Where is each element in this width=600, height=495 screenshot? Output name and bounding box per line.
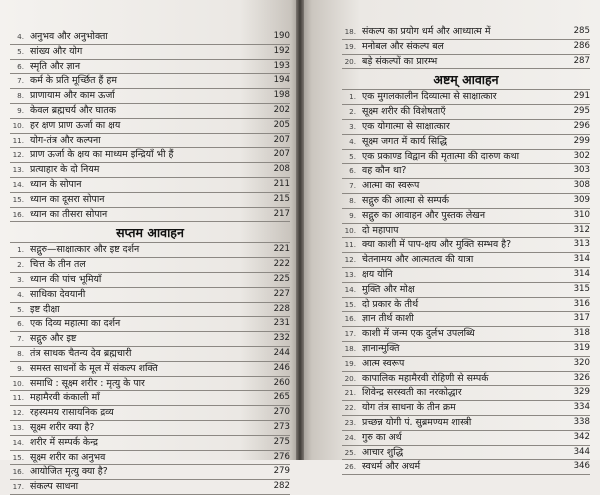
toc-row xyxy=(10,208,290,223)
toc-entry-page-number: 194 xyxy=(273,75,290,86)
toc-entry-title: दो प्रकार के तीर्थ xyxy=(362,298,419,310)
section-heading-ashtam: अष्टम् आवाहन xyxy=(342,69,590,90)
toc-entry-title: अनुभव और अनुभोक्ता xyxy=(30,31,108,42)
toc-entry-page-number: 313 xyxy=(573,239,590,250)
toc-entry-title: शरीर में सम्पर्क केन्द्र xyxy=(30,436,98,448)
toc-row xyxy=(342,386,590,401)
toc-entry-number: 5. xyxy=(17,46,24,56)
toc-entry-number: 7. xyxy=(17,76,24,86)
toc-entry-title: गुरु का अर्थ xyxy=(362,431,402,443)
toc-entry-page-number: 317 xyxy=(573,313,590,324)
toc-row xyxy=(10,193,290,208)
toc-row xyxy=(342,55,590,70)
toc-entry-page-number: 320 xyxy=(573,357,590,368)
toc-row xyxy=(342,401,590,416)
toc-entry-page-number: 308 xyxy=(573,180,590,191)
toc-entry-page-number: 228 xyxy=(273,303,290,314)
toc-row xyxy=(342,283,590,298)
toc-row xyxy=(342,416,590,431)
toc-entry-number: 17. xyxy=(12,482,24,492)
toc-entry-page-number: 291 xyxy=(573,91,590,102)
left-toc-bottom xyxy=(10,243,290,495)
toc-entry-page-number: 286 xyxy=(573,40,590,51)
toc-entry-number: 1. xyxy=(17,245,24,255)
toc-entry-title: एक दिव्य महात्मा का दर्शन xyxy=(30,318,121,330)
toc-entry-number: 8. xyxy=(17,91,24,101)
toc-entry-number: 10. xyxy=(12,120,24,130)
toc-row xyxy=(342,327,590,342)
toc-entry-title: आत्म स्वरूप xyxy=(362,357,405,369)
toc-row xyxy=(342,342,590,357)
toc-entry-page-number: 244 xyxy=(273,347,290,358)
toc-entry-title: आचार शुद्धि xyxy=(362,446,404,458)
toc-entry-title: आयोजित मृत्यु क्या है? xyxy=(30,466,108,478)
toc-entry-title: काशी में जन्म एक दुर्लभ उपलब्धि xyxy=(362,328,475,340)
toc-entry-number: 8. xyxy=(17,348,24,358)
toc-row xyxy=(342,90,590,105)
toc-entry-page-number: 296 xyxy=(573,120,590,131)
toc-entry-title: ध्यान का तीसरा सोपान xyxy=(30,208,108,220)
toc-entry-number: 13. xyxy=(344,269,356,279)
toc-entry-title: प्रच्छन्न योगी पं. सुब्रमण्यम शास्त्री xyxy=(362,416,472,428)
toc-entry-number: 11. xyxy=(12,135,24,145)
toc-entry-number: 4. xyxy=(349,136,356,146)
toc-row xyxy=(10,258,290,273)
toc-entry-title: सद्गुरु और इष्ट xyxy=(30,333,77,345)
toc-entry-number: 9. xyxy=(17,363,24,373)
toc-entry-page-number: 273 xyxy=(273,421,290,432)
toc-entry-number: 17. xyxy=(344,329,356,339)
left-toc-top xyxy=(10,30,290,222)
toc-row xyxy=(342,40,590,55)
toc-entry-title: सूक्ष्म शरीर क्या है? xyxy=(30,421,95,433)
toc-entry-number: 22. xyxy=(344,403,356,413)
toc-entry-title: प्रत्याहार के दो नियम xyxy=(30,164,100,176)
toc-entry-title: साधिका देवयानी xyxy=(30,288,86,300)
toc-entry-number: 6. xyxy=(349,166,356,176)
right-page xyxy=(300,0,600,473)
toc-entry-page-number: 314 xyxy=(573,268,590,279)
toc-row xyxy=(10,451,290,466)
toc-entry-page-number: 192 xyxy=(273,45,290,56)
toc-entry-number: 4. xyxy=(17,289,24,299)
toc-entry-number: 20. xyxy=(344,373,356,383)
toc-entry-page-number: 202 xyxy=(273,104,290,115)
toc-row xyxy=(342,372,590,387)
toc-entry-page-number: 309 xyxy=(573,194,590,205)
toc-entry-page-number: 326 xyxy=(573,372,590,383)
toc-row xyxy=(342,253,590,268)
toc-entry-title: प्राणायाम और काम ऊर्जा xyxy=(30,90,115,102)
toc-entry-number: 16. xyxy=(12,467,24,477)
toc-row xyxy=(10,89,290,104)
toc-row xyxy=(342,446,590,461)
toc-entry-number: 10. xyxy=(12,378,24,388)
toc-entry-page-number: 302 xyxy=(573,150,590,161)
toc-entry-number: 19. xyxy=(344,358,356,368)
toc-entry-title: सद्गुरु—साक्षात्कार और इष्ट दर्शन xyxy=(30,244,140,256)
toc-row xyxy=(10,243,290,258)
toc-entry-title: प्राण ऊर्जा के क्षय का माध्यम इन्द्रियाँ भी हैं xyxy=(30,149,174,161)
toc-entry-number: 14. xyxy=(12,437,24,447)
toc-entry-title: चेतनामय और आत्मतत्व की यात्रा xyxy=(362,254,474,266)
toc-entry-page-number: 217 xyxy=(273,208,290,219)
toc-row xyxy=(10,377,290,392)
toc-entry-page-number: 316 xyxy=(573,298,590,309)
toc-entry-title: कापालिक महामैरवी रोहिणी से सम्पर्क xyxy=(362,372,489,384)
toc-row xyxy=(342,135,590,150)
toc-entry-number: 5. xyxy=(349,151,356,161)
toc-entry-title: सूक्ष्म शरीर की विशेषताएँ xyxy=(362,106,446,118)
toc-entry-page-number: 315 xyxy=(573,283,590,294)
toc-entry-number: 18. xyxy=(344,27,356,36)
toc-entry-title: हर क्षण प्राण ऊर्जा का क्षय xyxy=(30,119,121,131)
toc-row xyxy=(342,150,590,165)
toc-row xyxy=(10,303,290,318)
toc-entry-page-number: 295 xyxy=(573,106,590,117)
toc-entry-page-number: 265 xyxy=(273,392,290,403)
toc-entry-title: महामैरवी कंकाली माँ xyxy=(30,392,100,404)
toc-entry-title: स्वधर्म और अधर्म xyxy=(362,461,421,473)
toc-entry-page-number: 329 xyxy=(573,387,590,398)
toc-entry-title: समस्त साधनों के मूल में संकल्प शक्ति xyxy=(30,362,158,374)
toc-entry-title: आत्मा का स्वरूप xyxy=(362,180,420,192)
toc-row xyxy=(10,30,290,45)
toc-entry-page-number: 312 xyxy=(573,224,590,235)
toc-entry-number: 21. xyxy=(344,388,356,398)
toc-row xyxy=(10,406,290,421)
toc-entry-page-number: 344 xyxy=(573,446,590,457)
toc-entry-number: 2. xyxy=(349,107,356,117)
toc-entry-number: 24. xyxy=(344,432,356,442)
toc-entry-title: एक प्रकाण्ड विद्वान की मृतात्मा की दारुण कथा xyxy=(362,150,520,162)
toc-row xyxy=(10,362,290,377)
toc-row xyxy=(342,268,590,283)
toc-entry-page-number: 222 xyxy=(273,259,290,270)
toc-entry-page-number: 246 xyxy=(273,362,290,373)
toc-row xyxy=(10,436,290,451)
toc-row xyxy=(10,421,290,436)
toc-row xyxy=(342,179,590,194)
toc-entry-page-number: 334 xyxy=(573,402,590,413)
left-page xyxy=(0,0,300,493)
toc-row xyxy=(10,45,290,60)
toc-entry-title: रहस्यमय रासायनिक द्रव्य xyxy=(30,407,114,419)
toc-entry-title: सद्गुरु की आत्मा से सम्पर्क xyxy=(362,194,449,206)
toc-entry-title: केवल ब्रह्मचर्य और घातक xyxy=(30,104,116,116)
book-spine-gutter xyxy=(296,0,304,460)
toc-entry-number: 23. xyxy=(344,417,356,427)
toc-entry-title: वह कौन था? xyxy=(362,165,407,177)
toc-row xyxy=(10,391,290,406)
toc-entry-title: सूक्ष्म जगत में कार्य सिद्धि xyxy=(362,135,447,147)
toc-entry-title: ध्यान के सोपान xyxy=(30,178,82,190)
toc-row xyxy=(342,298,590,313)
toc-entry-title: स्मृति और ज्ञान xyxy=(30,60,81,72)
toc-entry-title: संकल्प का प्रयोग धर्म और आध्यात्म में xyxy=(362,26,491,37)
toc-entry-title: बड़े संकल्पों का प्रारम्भ xyxy=(362,55,438,67)
toc-entry-title: एक योगात्मा से साक्षात्कार xyxy=(362,120,450,132)
toc-entry-title: ध्यान की पांच भूमियाँ xyxy=(30,273,102,285)
toc-entry-page-number: 232 xyxy=(273,333,290,344)
toc-row xyxy=(342,209,590,224)
toc-entry-title: ध्यान का दूसरा सोपान xyxy=(30,193,105,205)
toc-entry-number: 8. xyxy=(349,195,356,205)
toc-entry-page-number: 342 xyxy=(573,431,590,442)
toc-entry-title: चित्त के तीन तल xyxy=(30,259,86,271)
toc-entry-number: 6. xyxy=(17,319,24,329)
toc-entry-page-number: 285 xyxy=(573,26,590,36)
toc-entry-number: 12. xyxy=(344,255,356,265)
toc-row xyxy=(342,120,590,135)
toc-entry-number: 16. xyxy=(12,209,24,219)
toc-entry-page-number: 314 xyxy=(573,254,590,265)
toc-entry-title: योग तंत्र साधना के तीन क्रम xyxy=(362,402,456,414)
toc-row xyxy=(10,148,290,163)
toc-entry-title: सांख्य और योग xyxy=(30,45,83,57)
toc-entry-number: 3. xyxy=(349,121,356,131)
toc-entry-number: 20. xyxy=(344,56,356,66)
toc-row xyxy=(342,460,590,475)
toc-entry-number: 13. xyxy=(12,165,24,175)
toc-entry-page-number: 318 xyxy=(573,328,590,339)
toc-entry-title: मनोबल और संकल्प बल xyxy=(362,40,444,52)
toc-row xyxy=(10,480,290,495)
toc-row xyxy=(342,105,590,120)
toc-row xyxy=(10,288,290,303)
toc-entry-title: ज्ञान तीर्थ काशी xyxy=(362,313,414,325)
toc-row xyxy=(342,357,590,372)
toc-entry-page-number: 310 xyxy=(573,209,590,220)
toc-entry-page-number: 207 xyxy=(273,134,290,145)
toc-row xyxy=(10,317,290,332)
toc-entry-page-number: 207 xyxy=(273,149,290,160)
toc-entry-number: 7. xyxy=(349,181,356,191)
toc-row xyxy=(10,134,290,149)
toc-entry-page-number: 319 xyxy=(573,342,590,353)
toc-row xyxy=(10,332,290,347)
toc-entry-title: मुक्ति और मोक्ष xyxy=(362,283,415,295)
toc-entry-number: 3. xyxy=(17,274,24,284)
toc-row xyxy=(10,119,290,134)
toc-entry-page-number: 282 xyxy=(273,481,290,492)
toc-row xyxy=(10,104,290,119)
toc-entry-page-number: 299 xyxy=(573,135,590,146)
toc-entry-number: 15. xyxy=(12,194,24,204)
toc-entry-page-number: 303 xyxy=(573,165,590,176)
toc-entry-page-number: 231 xyxy=(273,318,290,329)
toc-entry-page-number: 221 xyxy=(273,244,290,255)
toc-row xyxy=(342,238,590,253)
toc-row xyxy=(10,163,290,178)
toc-entry-page-number: 205 xyxy=(273,119,290,130)
toc-entry-number: 19. xyxy=(344,41,356,51)
toc-row xyxy=(10,60,290,75)
toc-entry-number: 15. xyxy=(344,299,356,309)
toc-entry-title: क्षय योनि xyxy=(362,268,393,280)
toc-entry-title: तंत्र साधक चैतन्य देव ब्रह्मचारी xyxy=(30,347,132,359)
toc-entry-number: 13. xyxy=(12,422,24,432)
toc-row xyxy=(342,164,590,179)
toc-entry-title: दो महापाप xyxy=(362,224,399,236)
toc-entry-title: शिवेन्द्र सरस्वती का नरकोद्धार xyxy=(362,387,462,399)
toc-row xyxy=(10,465,290,480)
toc-entry-page-number: 198 xyxy=(273,90,290,101)
toc-row xyxy=(342,224,590,239)
toc-entry-page-number: 275 xyxy=(273,436,290,447)
toc-entry-number: 11. xyxy=(344,240,356,250)
toc-entry-title: कर्म के प्रति मूर्च्छित हैं हम xyxy=(30,75,117,87)
toc-entry-number: 5. xyxy=(17,304,24,314)
toc-entry-page-number: 346 xyxy=(573,461,590,472)
toc-entry-number: 7. xyxy=(17,334,24,344)
toc-row xyxy=(342,312,590,327)
toc-entry-number: 11. xyxy=(12,393,24,403)
toc-row xyxy=(10,74,290,89)
toc-entry-number: 25. xyxy=(344,447,356,457)
toc-entry-number: 1. xyxy=(349,92,356,102)
toc-entry-title: एक मुगलकालीन दिव्यात्मा से साक्षात्कार xyxy=(362,91,497,103)
toc-entry-number: 16. xyxy=(344,314,356,324)
toc-entry-page-number: 193 xyxy=(273,60,290,71)
toc-entry-number: 6. xyxy=(17,61,24,71)
right-toc-bottom xyxy=(342,90,590,475)
toc-entry-title: ज्ञानान्मुक्ति xyxy=(362,342,400,354)
toc-entry-page-number: 227 xyxy=(273,288,290,299)
toc-entry-page-number: 208 xyxy=(273,164,290,175)
toc-entry-number: 18. xyxy=(344,343,356,353)
section-heading-saptam: सप्तम आवाहन xyxy=(10,222,290,243)
toc-entry-number: 10. xyxy=(344,225,356,235)
toc-entry-number: 12. xyxy=(12,408,24,418)
toc-entry-number: 9. xyxy=(17,105,24,115)
toc-entry-page-number: 338 xyxy=(573,416,590,427)
toc-row xyxy=(342,25,590,40)
toc-entry-page-number: 190 xyxy=(273,31,290,41)
toc-row xyxy=(10,347,290,362)
toc-entry-page-number: 287 xyxy=(573,55,590,66)
toc-row xyxy=(342,431,590,446)
toc-row xyxy=(342,194,590,209)
toc-entry-number: 9. xyxy=(349,210,356,220)
toc-entry-title: समाधि : सूक्ष्म शरीर : मृत्यु के पार xyxy=(30,377,145,389)
toc-entry-title: सद्गुरु का आवाहन और पुस्तक लेखन xyxy=(362,209,486,221)
toc-entry-title: इष्ट दीक्षा xyxy=(30,303,60,315)
toc-row xyxy=(10,178,290,193)
toc-entry-number: 15. xyxy=(12,452,24,462)
toc-entry-number: 2. xyxy=(17,260,24,270)
toc-entry-title: सूक्ष्म शरीर का अनुभव xyxy=(30,451,106,463)
toc-entry-number: 26. xyxy=(344,462,356,472)
toc-entry-page-number: 270 xyxy=(273,407,290,418)
toc-entry-title: योग-तंत्र और कल्पना xyxy=(30,134,101,146)
toc-entry-page-number: 211 xyxy=(273,178,290,189)
toc-entry-number: 14. xyxy=(12,179,24,189)
toc-entry-page-number: 279 xyxy=(273,466,290,477)
toc-entry-number: 4. xyxy=(17,32,24,41)
toc-entry-number: 12. xyxy=(12,150,24,160)
toc-entry-page-number: 260 xyxy=(273,377,290,388)
toc-entry-page-number: 225 xyxy=(273,273,290,284)
toc-entry-number: 14. xyxy=(344,284,356,294)
toc-row xyxy=(10,273,290,288)
toc-entry-page-number: 215 xyxy=(273,193,290,204)
toc-entry-title: संकल्प साधना xyxy=(30,481,79,493)
toc-entry-title: क्या काशी में पाप-क्षय और मुक्ति सम्भव है? xyxy=(362,239,512,251)
right-toc-top xyxy=(342,25,590,69)
toc-entry-page-number: 276 xyxy=(273,451,290,462)
